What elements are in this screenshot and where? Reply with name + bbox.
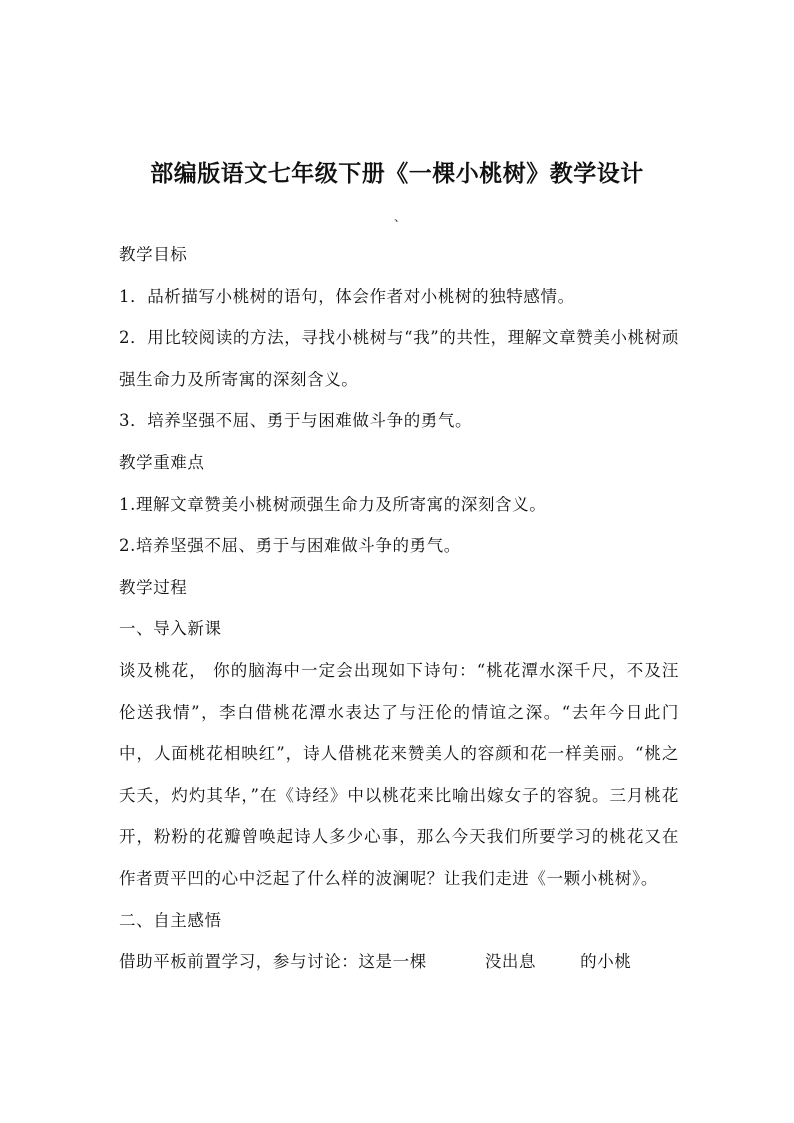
key-point-1: 1.理解文章赞美小桃树顽强生命力及所寄寓的深刻含义。: [119, 494, 547, 514]
goals-heading: 教学目标: [119, 245, 188, 264]
section-heading-1: 一、导入新课: [119, 619, 222, 639]
stray-mark: 、: [394, 210, 407, 224]
document-body: [119, 234, 679, 983]
discussion-line: [119, 941, 679, 983]
key-points-heading: 教学重难点: [119, 452, 205, 472]
process-heading: 教学过程: [119, 577, 188, 597]
discussion-text-3: 的小桃: [580, 952, 632, 972]
key-point-2: 2.培养坚强不屈、勇于与困难做斗争的勇气。: [119, 536, 461, 556]
goal-item-3: 3．培养坚强不屈、勇于与困难做斗争的勇气。: [119, 411, 473, 431]
discussion-text-2: 没出息: [484, 952, 537, 972]
goal-item-2: 2．用比较阅读的方法，寻找小桃树与“我”的共性，理解文章赞美小桃树顽强生命力及所寄寓的深刻含义。: [119, 328, 679, 389]
goal-item-1: 1．品析描写小桃树的语句，体会作者对小桃树的独特感情。: [119, 286, 575, 306]
discussion-text-1: 借助平板前置学习，参与讨论：这是一棵: [119, 952, 427, 972]
section-heading-2: 二、自主感悟: [119, 910, 222, 930]
page-title: 部编版语文七年级下册《一棵小桃树》教学设计: [150, 161, 644, 187]
intro-paragraph: 谈及桃花， 你的脑海中一定会出现如下诗句：“桃花潭水深千尺，不及汪伦送我情”，李白借桃花潭水表达了与汪伦的情谊之深。“去年今日此门中，人面桃花相映红”，诗人借桃花来赞美人的容颜和花一样美丽。“桃之夭夭，灼灼其华，”在《诗经》中以桃花来比喻出嫁女子的容貌。三月桃花开，粉粉的花瓣曾唤起诗人多少心事，那么今天我们所要学习的桃花又在作者贾平凹的心中泛起了什么样的波澜呢？让我们走进《一颗小桃树》。: [119, 660, 679, 888]
